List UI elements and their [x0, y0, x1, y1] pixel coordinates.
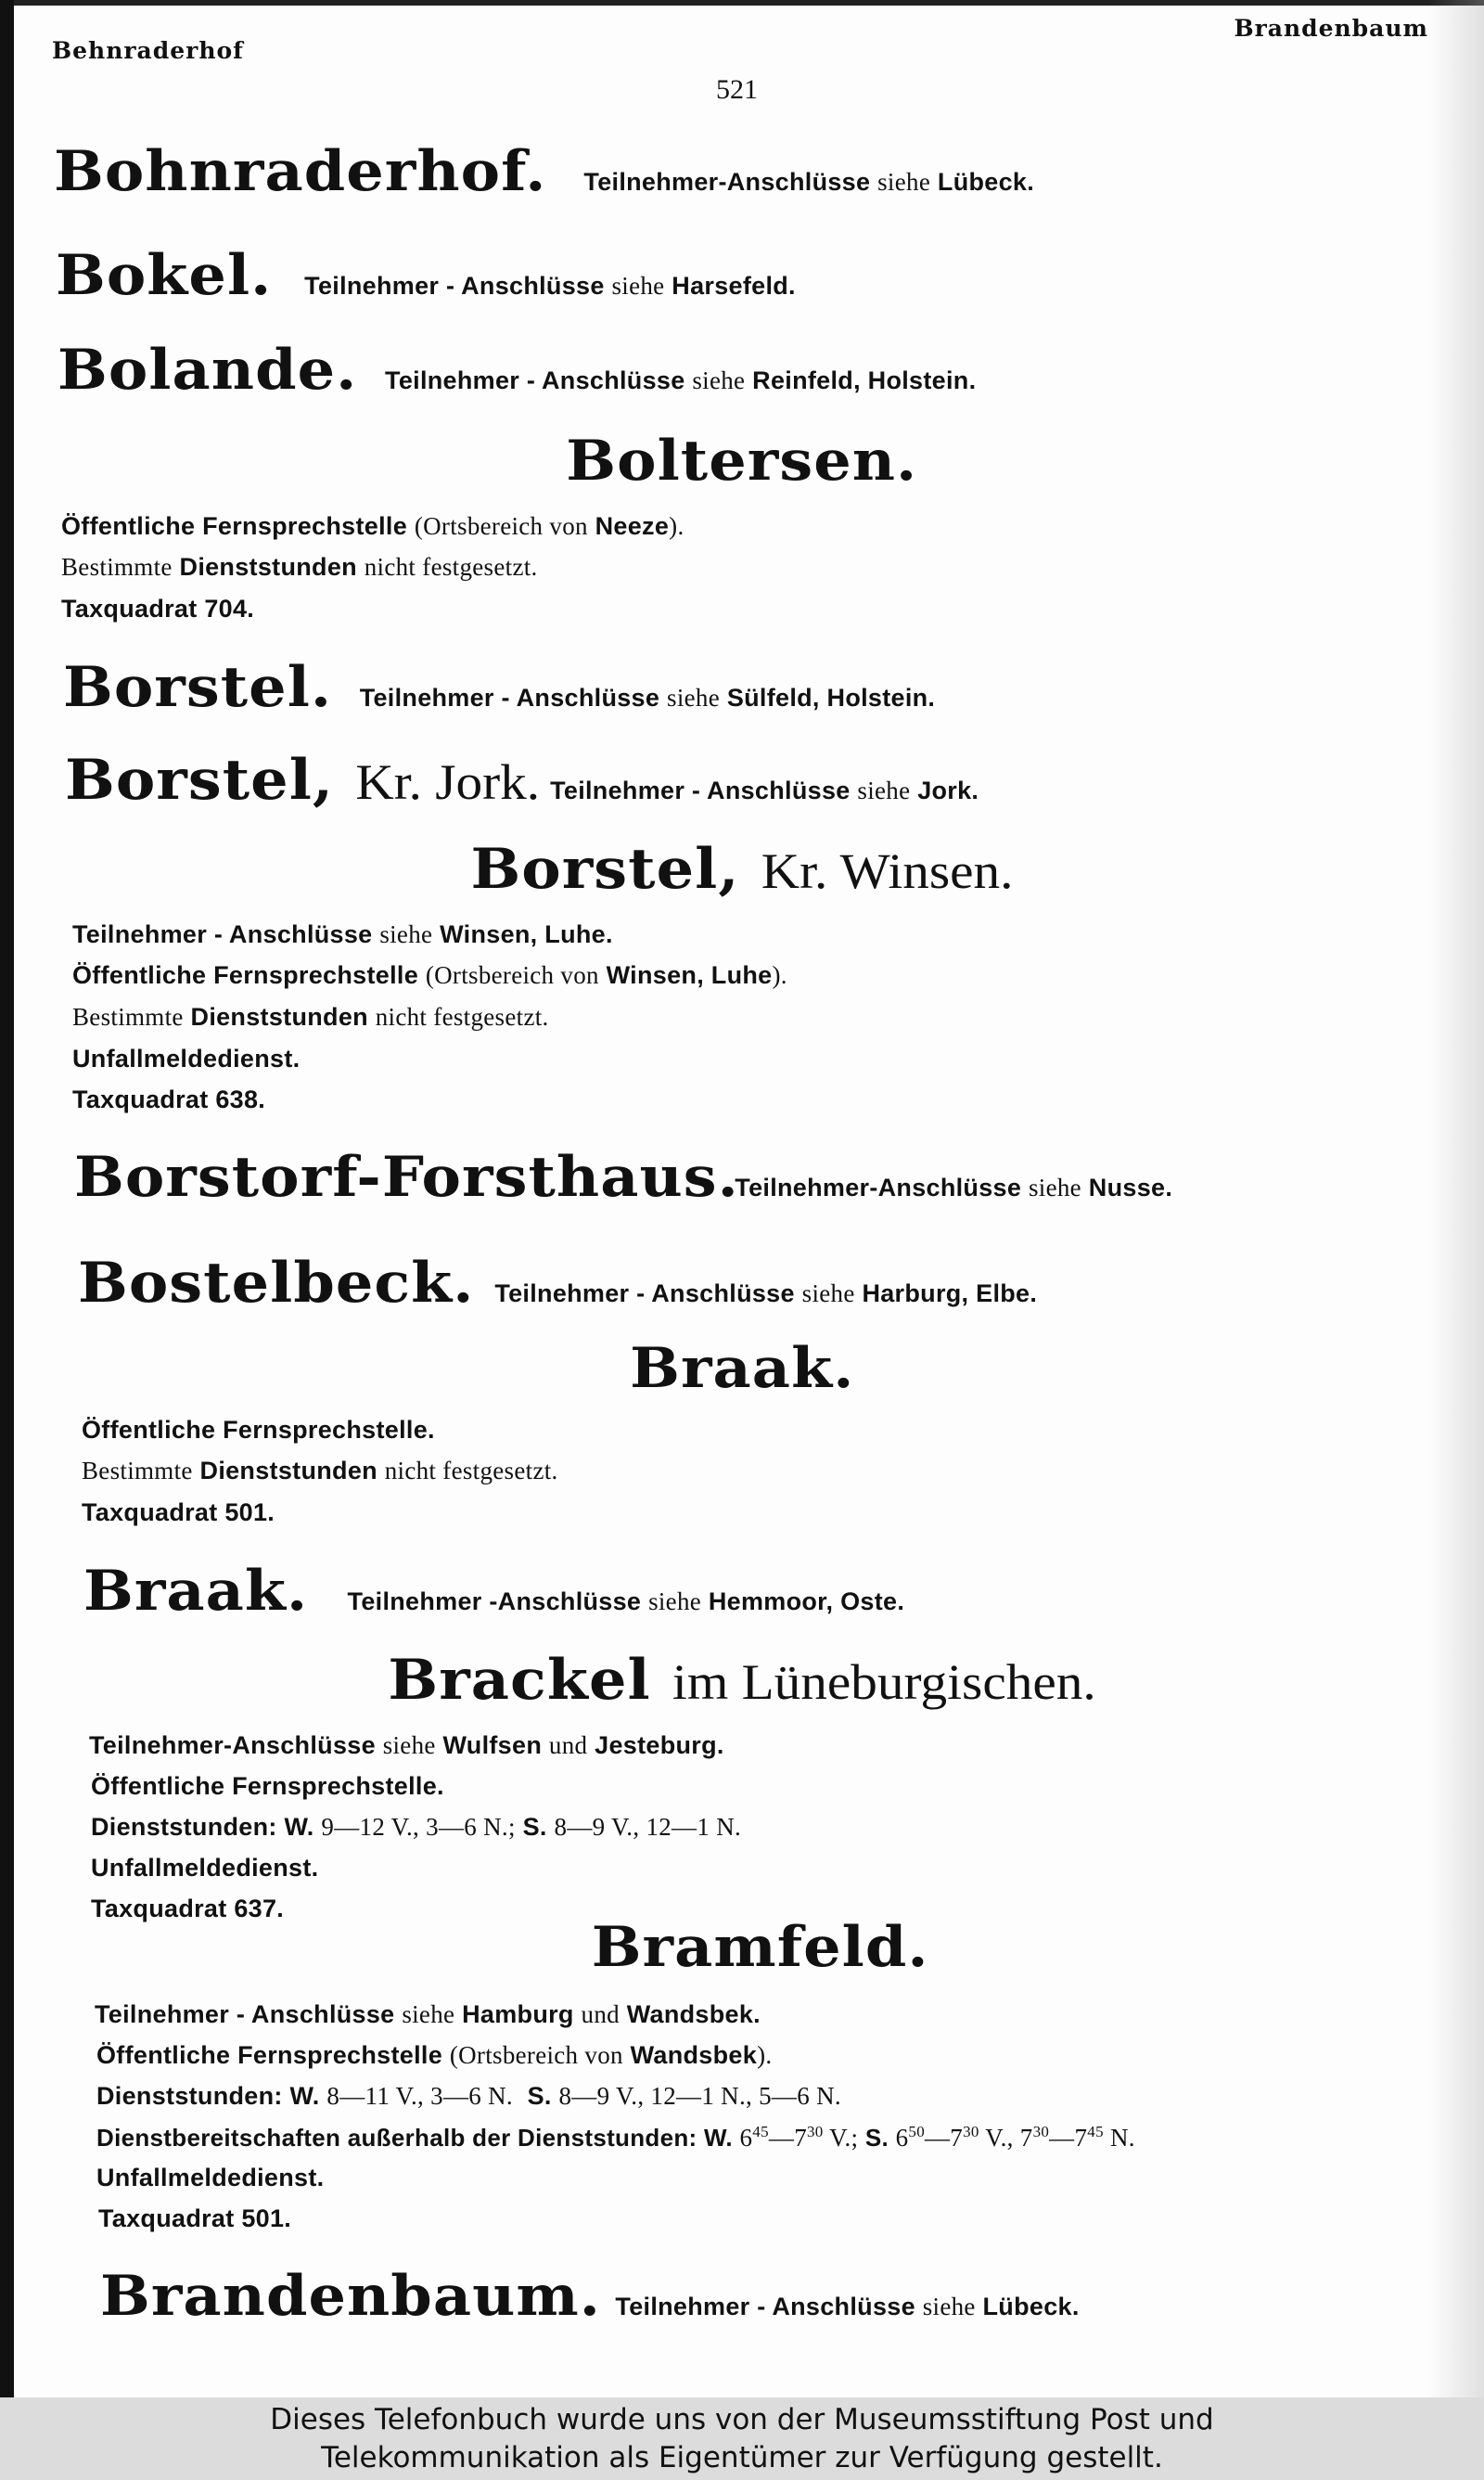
bramfeld-line-5: Unfallmeldedienst. [96, 2164, 325, 2191]
place-name: Borstel, Kr. Jork. [65, 748, 541, 813]
borstel-winsen-line-4: Unfallmeldedienst. [72, 1045, 301, 1073]
entry-bolande [58, 338, 976, 403]
place-name: Borstel, Kr. Winsen. [470, 837, 1014, 902]
entry-bramfeld-heading [0, 1915, 1484, 1980]
place-name: Bohnraderhof. [54, 139, 547, 204]
braak-line-1: Öffentliche Fernsprechstelle. [82, 1416, 435, 1444]
attribution-line-1: Dieses Telefonbuch wurde uns von der Museumsstiftung Post und [270, 2403, 1214, 2436]
reference: Teilnehmer-Anschlüsse siehe Nusse. [735, 1174, 1173, 1201]
top-edge-shadow [14, 0, 1484, 6]
borstel-winsen-line-5: Taxquadrat 638. [72, 1086, 266, 1113]
entry-borstorf-forsthaus [74, 1145, 1172, 1210]
place-name: Borstorf-Forsthaus. [74, 1145, 739, 1210]
bramfeld-line-1: Teilnehmer - Anschlüsse siehe Hamburg und Wandsbek. [95, 2000, 761, 2028]
bramfeld-line-2: Öffentliche Fernsprechstelle (Ortsbereich von Wandsbek). [96, 2041, 773, 2069]
page-number: 521 [716, 74, 758, 105]
place-name: Braak. [629, 1336, 855, 1401]
entry-borstel-winsen-heading [0, 837, 1484, 902]
bramfeld-line-4: Dienstbereitschaften außerhalb der Dienststunden: W. $6^{45}—7^{30}$ V.; S. $6^{50}—7^{30}$ V., $7^{30}—7^{45}$ N. [96, 2123, 1135, 2152]
entry-borstel [63, 655, 935, 720]
running-head-left: Behnraderhof [52, 37, 244, 64]
attribution-line-2: Telekommunikation als Eigentümer zur Verfügung gestellt. [321, 2441, 1163, 2474]
bramfeld-line-3: Dienststunden: W. 8—11 V., 3—6 N. S. 8—9 V., 12—1 N., 5—6 N. [96, 2082, 841, 2110]
attribution-footer [0, 2397, 1484, 2480]
reference: Teilnehmer - Anschlüsse siehe Harsefeld. [304, 272, 796, 300]
borstel-winsen-line-2: Öffentliche Fernsprechstelle (Ortsbereich von Winsen, Luhe). [72, 961, 787, 989]
entry-bostelbeck [78, 1251, 1037, 1316]
place-name: Bokel. [56, 243, 273, 308]
place-name: Bramfeld. [592, 1915, 929, 1980]
entry-braak-heading [0, 1336, 1484, 1401]
reference: Teilnehmer-Anschlüsse siehe Lübeck. [583, 168, 1035, 196]
reference: Teilnehmer - Anschlüsse siehe Harburg, Elbe. [494, 1279, 1038, 1307]
place-name: Braak. [83, 1559, 309, 1624]
entry-borstel-jork [65, 748, 979, 813]
bramfeld-line-6: Taxquadrat 501. [98, 2204, 292, 2232]
place-name: Bolande. [58, 338, 358, 403]
borstel-winsen-line-3: Bestimmte Dienststunden nicht festgesetzt. [72, 1003, 549, 1031]
running-head-right: Brandenbaum [1234, 15, 1428, 42]
place-name: Borstel. [63, 655, 333, 720]
entry-brackel-heading [0, 1648, 1484, 1713]
brackel-line-3: Dienststunden: W. 9—12 V., 3—6 N.; S. 8—9 V., 12—1 N. [91, 1813, 742, 1841]
entry-bohnraderhof [54, 139, 1034, 204]
reference: Teilnehmer - Anschlüsse siehe Jork. [550, 777, 979, 804]
boltersen-line-2: Bestimmte Dienststunden nicht festgesetzt. [61, 553, 538, 581]
entry-brandenbaum [100, 2264, 1080, 2329]
place-name: Bostelbeck. [78, 1251, 475, 1316]
reference: Teilnehmer - Anschlüsse siehe Sülfeld, Holstein. [359, 684, 936, 712]
reference: Teilnehmer - Anschlüsse siehe Reinfeld, Holstein. [385, 366, 977, 394]
entry-bokel [56, 243, 796, 308]
brackel-line-1: Teilnehmer-Anschlüsse siehe Wulfsen und Jesteburg. [89, 1731, 724, 1759]
brackel-line-2: Öffentliche Fernsprechstelle. [91, 1772, 444, 1800]
entry-braak-2 [83, 1559, 904, 1624]
boltersen-line-3: Taxquadrat 704. [61, 595, 255, 623]
reference: Teilnehmer -Anschlüsse siehe Hemmoor, Oste. [347, 1587, 905, 1615]
boltersen-line-1: Öffentliche Fernsprechstelle (Ortsbereich von Neeze). [61, 512, 684, 540]
braak-line-2: Bestimmte Dienststunden nicht festgesetzt. [82, 1457, 558, 1484]
page-edge-shadow [0, 0, 14, 2397]
place-name: Boltersen. [566, 429, 918, 494]
reference: Teilnehmer - Anschlüsse siehe Lübeck. [615, 2293, 1080, 2320]
brackel-line-5: Taxquadrat 637. [91, 1895, 285, 1922]
brackel-line-4: Unfallmeldedienst. [91, 1854, 319, 1882]
entry-boltersen-heading [0, 429, 1484, 494]
place-name: Brandenbaum. [100, 2264, 601, 2329]
braak-line-3: Taxquadrat 501. [82, 1498, 275, 1526]
borstel-winsen-line-1: Teilnehmer - Anschlüsse siehe Winsen, Luhe. [72, 920, 613, 948]
right-edge-shadow [1428, 0, 1484, 2397]
place-name: Brackel im Lüneburgischen. [388, 1648, 1096, 1713]
